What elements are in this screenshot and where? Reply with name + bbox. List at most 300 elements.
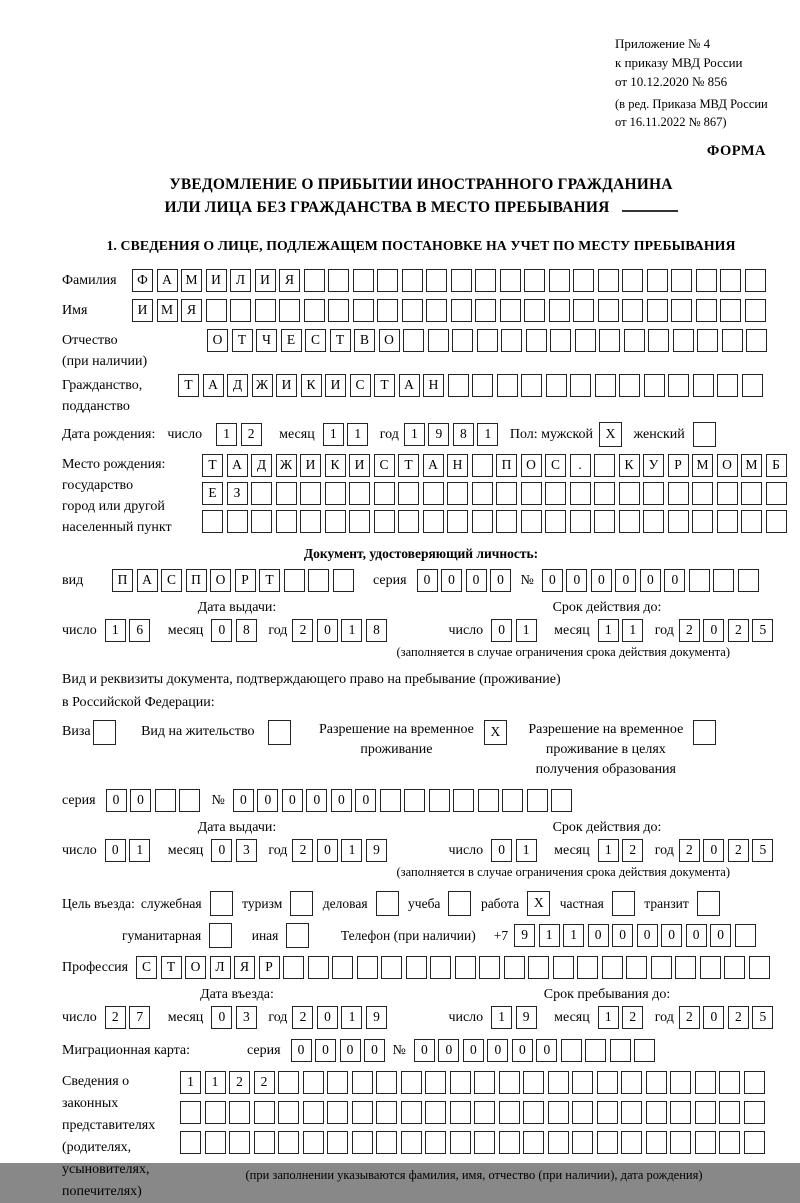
char-cell[interactable] bbox=[634, 1039, 655, 1062]
char-cell[interactable] bbox=[402, 299, 423, 322]
char-cell[interactable] bbox=[376, 1071, 397, 1094]
char-cell[interactable]: 0 bbox=[317, 839, 338, 862]
char-cell[interactable] bbox=[426, 299, 447, 322]
permit-issue-day-cells[interactable] bbox=[105, 839, 154, 862]
char-cell[interactable]: 0 bbox=[686, 924, 707, 947]
char-cell[interactable] bbox=[692, 510, 713, 533]
checkbox-cell[interactable] bbox=[697, 891, 720, 916]
char-cell[interactable] bbox=[742, 374, 763, 397]
char-cell[interactable]: 0 bbox=[331, 789, 352, 812]
char-cell[interactable] bbox=[621, 1071, 642, 1094]
stay-year-cells[interactable] bbox=[679, 1006, 777, 1029]
char-cell[interactable]: 5 bbox=[752, 839, 773, 862]
permit-valid-day-cells[interactable] bbox=[491, 839, 540, 862]
char-cell[interactable]: О bbox=[210, 569, 231, 592]
char-cell[interactable]: 2 bbox=[292, 839, 313, 862]
doc-issue-year-cells[interactable] bbox=[292, 619, 390, 642]
char-cell[interactable] bbox=[744, 1101, 765, 1124]
doc-issue-month-cells[interactable] bbox=[211, 619, 260, 642]
char-cell[interactable]: С bbox=[136, 956, 157, 979]
char-cell[interactable] bbox=[206, 299, 227, 322]
char-cell[interactable] bbox=[570, 374, 591, 397]
phone-cells[interactable] bbox=[514, 924, 759, 947]
char-cell[interactable] bbox=[643, 510, 664, 533]
char-cell[interactable]: З bbox=[227, 482, 248, 505]
checkbox-cell[interactable] bbox=[93, 720, 116, 745]
visa-checkbox[interactable] bbox=[93, 720, 120, 745]
char-cell[interactable]: И bbox=[325, 374, 346, 397]
char-cell[interactable]: 1 bbox=[598, 839, 619, 862]
char-cell[interactable]: 1 bbox=[216, 423, 237, 446]
char-cell[interactable]: С bbox=[350, 374, 371, 397]
doc-valid-day-cells[interactable] bbox=[491, 619, 540, 642]
char-cell[interactable]: 0 bbox=[282, 789, 303, 812]
char-cell[interactable] bbox=[251, 510, 272, 533]
char-cell[interactable]: О bbox=[717, 454, 738, 477]
char-cell[interactable] bbox=[524, 299, 545, 322]
char-cell[interactable]: 1 bbox=[323, 423, 344, 446]
char-cell[interactable]: Е bbox=[202, 482, 223, 505]
doc-valid-year-cells[interactable] bbox=[679, 619, 777, 642]
char-cell[interactable] bbox=[619, 482, 640, 505]
char-cell[interactable] bbox=[528, 956, 549, 979]
char-cell[interactable] bbox=[549, 299, 570, 322]
char-cell[interactable] bbox=[523, 1071, 544, 1094]
char-cell[interactable] bbox=[643, 482, 664, 505]
char-cell[interactable] bbox=[276, 510, 297, 533]
char-cell[interactable]: Т bbox=[374, 374, 395, 397]
char-cell[interactable] bbox=[749, 956, 770, 979]
checkbox-cell[interactable] bbox=[612, 891, 635, 916]
temp-residence-checkbox[interactable] bbox=[484, 720, 511, 745]
char-cell[interactable]: 0 bbox=[417, 569, 438, 592]
char-cell[interactable] bbox=[521, 374, 542, 397]
legal-reps-row2-cells[interactable] bbox=[180, 1101, 768, 1124]
char-cell[interactable] bbox=[423, 482, 444, 505]
char-cell[interactable] bbox=[499, 1071, 520, 1094]
char-cell[interactable] bbox=[477, 329, 498, 352]
char-cell[interactable] bbox=[741, 482, 762, 505]
char-cell[interactable]: П bbox=[186, 569, 207, 592]
char-cell[interactable]: Б bbox=[766, 454, 787, 477]
char-cell[interactable] bbox=[202, 510, 223, 533]
char-cell[interactable] bbox=[545, 510, 566, 533]
char-cell[interactable] bbox=[453, 789, 474, 812]
birth-month-cells[interactable] bbox=[323, 423, 372, 446]
char-cell[interactable]: Я bbox=[234, 956, 255, 979]
char-cell[interactable] bbox=[717, 510, 738, 533]
char-cell[interactable] bbox=[283, 956, 304, 979]
char-cell[interactable] bbox=[352, 1071, 373, 1094]
char-cell[interactable] bbox=[278, 1131, 299, 1154]
char-cell[interactable]: 0 bbox=[710, 924, 731, 947]
char-cell[interactable] bbox=[500, 299, 521, 322]
char-cell[interactable]: Т bbox=[330, 329, 351, 352]
char-cell[interactable]: И bbox=[300, 454, 321, 477]
char-cell[interactable] bbox=[735, 924, 756, 947]
char-cell[interactable] bbox=[548, 1101, 569, 1124]
char-cell[interactable] bbox=[398, 482, 419, 505]
entry-day-cells[interactable] bbox=[105, 1006, 154, 1029]
char-cell[interactable] bbox=[548, 1131, 569, 1154]
char-cell[interactable]: Р bbox=[668, 454, 689, 477]
char-cell[interactable]: Ч bbox=[256, 329, 277, 352]
char-cell[interactable] bbox=[550, 329, 571, 352]
char-cell[interactable] bbox=[425, 1101, 446, 1124]
char-cell[interactable]: Т bbox=[178, 374, 199, 397]
char-cell[interactable]: 0 bbox=[340, 1039, 361, 1062]
char-cell[interactable] bbox=[450, 1131, 471, 1154]
char-cell[interactable]: 1 bbox=[598, 1006, 619, 1029]
char-cell[interactable]: 0 bbox=[211, 839, 232, 862]
char-cell[interactable] bbox=[670, 1101, 691, 1124]
char-cell[interactable] bbox=[621, 1101, 642, 1124]
char-cell[interactable]: А bbox=[399, 374, 420, 397]
checkbox-cell[interactable] bbox=[290, 891, 313, 916]
char-cell[interactable]: 0 bbox=[637, 924, 658, 947]
char-cell[interactable] bbox=[349, 482, 370, 505]
char-cell[interactable] bbox=[719, 1131, 740, 1154]
char-cell[interactable]: 8 bbox=[366, 619, 387, 642]
char-cell[interactable]: М bbox=[157, 299, 178, 322]
char-cell[interactable] bbox=[426, 269, 447, 292]
char-cell[interactable]: 0 bbox=[542, 569, 563, 592]
char-cell[interactable] bbox=[377, 269, 398, 292]
surname-cells[interactable] bbox=[132, 269, 769, 292]
char-cell[interactable]: 0 bbox=[466, 569, 487, 592]
char-cell[interactable] bbox=[450, 1101, 471, 1124]
char-cell[interactable]: 0 bbox=[106, 789, 127, 812]
char-cell[interactable] bbox=[327, 1131, 348, 1154]
char-cell[interactable]: 1 bbox=[347, 423, 368, 446]
mig-series-cells[interactable] bbox=[291, 1039, 389, 1062]
char-cell[interactable] bbox=[598, 299, 619, 322]
char-cell[interactable]: 0 bbox=[315, 1039, 336, 1062]
char-cell[interactable]: С bbox=[305, 329, 326, 352]
char-cell[interactable] bbox=[333, 569, 354, 592]
char-cell[interactable] bbox=[327, 1071, 348, 1094]
char-cell[interactable] bbox=[155, 789, 176, 812]
entry-year-cells[interactable] bbox=[292, 1006, 390, 1029]
char-cell[interactable]: 0 bbox=[491, 619, 512, 642]
stay-day-cells[interactable] bbox=[491, 1006, 540, 1029]
residence-permit-checkbox[interactable] bbox=[268, 720, 295, 745]
char-cell[interactable]: 0 bbox=[233, 789, 254, 812]
char-cell[interactable] bbox=[472, 510, 493, 533]
char-cell[interactable]: О bbox=[185, 956, 206, 979]
char-cell[interactable] bbox=[697, 329, 718, 352]
char-cell[interactable]: 0 bbox=[355, 789, 376, 812]
char-cell[interactable] bbox=[278, 1101, 299, 1124]
birth-place-row1-cells[interactable] bbox=[202, 454, 790, 477]
char-cell[interactable] bbox=[651, 956, 672, 979]
checkbox-cell[interactable] bbox=[376, 891, 399, 916]
char-cell[interactable] bbox=[646, 1071, 667, 1094]
char-cell[interactable] bbox=[425, 1131, 446, 1154]
permit-issue-year-cells[interactable] bbox=[292, 839, 390, 862]
permit-series-cells[interactable] bbox=[106, 789, 204, 812]
char-cell[interactable] bbox=[455, 956, 476, 979]
char-cell[interactable]: 0 bbox=[317, 619, 338, 642]
char-cell[interactable]: Н bbox=[423, 374, 444, 397]
char-cell[interactable]: С bbox=[161, 569, 182, 592]
char-cell[interactable] bbox=[303, 1101, 324, 1124]
char-cell[interactable]: 8 bbox=[453, 423, 474, 446]
char-cell[interactable] bbox=[180, 1131, 201, 1154]
char-cell[interactable] bbox=[404, 789, 425, 812]
purpose-other-checkbox[interactable] bbox=[286, 923, 313, 948]
char-cell[interactable]: 2 bbox=[679, 619, 700, 642]
char-cell[interactable] bbox=[303, 1131, 324, 1154]
char-cell[interactable]: 1 bbox=[105, 619, 126, 642]
char-cell[interactable] bbox=[524, 269, 545, 292]
char-cell[interactable] bbox=[451, 269, 472, 292]
char-cell[interactable] bbox=[521, 510, 542, 533]
char-cell[interactable]: 9 bbox=[366, 839, 387, 862]
stay-month-cells[interactable] bbox=[598, 1006, 647, 1029]
char-cell[interactable]: 1 bbox=[205, 1071, 226, 1094]
char-cell[interactable]: 1 bbox=[341, 619, 362, 642]
char-cell[interactable] bbox=[429, 789, 450, 812]
char-cell[interactable]: 1 bbox=[516, 839, 537, 862]
char-cell[interactable] bbox=[572, 1131, 593, 1154]
char-cell[interactable] bbox=[599, 329, 620, 352]
char-cell[interactable] bbox=[254, 1101, 275, 1124]
char-cell[interactable] bbox=[255, 299, 276, 322]
char-cell[interactable] bbox=[180, 1101, 201, 1124]
char-cell[interactable] bbox=[380, 789, 401, 812]
char-cell[interactable]: 0 bbox=[438, 1039, 459, 1062]
char-cell[interactable]: 0 bbox=[536, 1039, 557, 1062]
char-cell[interactable]: 0 bbox=[640, 569, 661, 592]
char-cell[interactable]: 2 bbox=[728, 619, 749, 642]
char-cell[interactable] bbox=[448, 374, 469, 397]
citizenship-cells[interactable] bbox=[178, 374, 766, 397]
char-cell[interactable]: М bbox=[741, 454, 762, 477]
char-cell[interactable] bbox=[308, 569, 329, 592]
char-cell[interactable]: Р bbox=[235, 569, 256, 592]
purpose-work-checkbox[interactable] bbox=[527, 891, 554, 916]
char-cell[interactable] bbox=[696, 299, 717, 322]
birth-day-cells[interactable] bbox=[216, 423, 265, 446]
char-cell[interactable]: 2 bbox=[292, 1006, 313, 1029]
char-cell[interactable] bbox=[745, 269, 766, 292]
char-cell[interactable] bbox=[402, 269, 423, 292]
char-cell[interactable] bbox=[573, 299, 594, 322]
char-cell[interactable]: 0 bbox=[441, 569, 462, 592]
char-cell[interactable] bbox=[553, 956, 574, 979]
char-cell[interactable] bbox=[353, 299, 374, 322]
checkbox-cell[interactable] bbox=[286, 923, 309, 948]
char-cell[interactable]: 0 bbox=[487, 1039, 508, 1062]
char-cell[interactable] bbox=[398, 510, 419, 533]
char-cell[interactable]: 2 bbox=[728, 1006, 749, 1029]
birth-place-row3-cells[interactable] bbox=[202, 510, 790, 533]
char-cell[interactable] bbox=[452, 329, 473, 352]
char-cell[interactable] bbox=[349, 510, 370, 533]
char-cell[interactable] bbox=[744, 1071, 765, 1094]
char-cell[interactable] bbox=[695, 1071, 716, 1094]
char-cell[interactable] bbox=[622, 299, 643, 322]
char-cell[interactable]: 3 bbox=[236, 1006, 257, 1029]
char-cell[interactable] bbox=[621, 1131, 642, 1154]
doc-series-cells[interactable] bbox=[417, 569, 515, 592]
checkbox-cell[interactable] bbox=[693, 422, 716, 447]
char-cell[interactable]: 2 bbox=[105, 1006, 126, 1029]
char-cell[interactable] bbox=[746, 329, 767, 352]
temp-residence-edu-checkbox[interactable] bbox=[693, 720, 720, 745]
char-cell[interactable] bbox=[724, 956, 745, 979]
char-cell[interactable] bbox=[352, 1101, 373, 1124]
char-cell[interactable]: Т bbox=[202, 454, 223, 477]
char-cell[interactable] bbox=[504, 956, 525, 979]
char-cell[interactable] bbox=[696, 269, 717, 292]
char-cell[interactable] bbox=[278, 1071, 299, 1094]
char-cell[interactable]: Я bbox=[279, 269, 300, 292]
char-cell[interactable] bbox=[447, 482, 468, 505]
char-cell[interactable]: Ф bbox=[132, 269, 153, 292]
char-cell[interactable] bbox=[738, 569, 759, 592]
char-cell[interactable]: П bbox=[112, 569, 133, 592]
permit-valid-month-cells[interactable] bbox=[598, 839, 647, 862]
char-cell[interactable] bbox=[644, 374, 665, 397]
char-cell[interactable] bbox=[577, 956, 598, 979]
char-cell[interactable]: А bbox=[137, 569, 158, 592]
char-cell[interactable]: И bbox=[255, 269, 276, 292]
char-cell[interactable]: 2 bbox=[292, 619, 313, 642]
sex-female-checkbox[interactable] bbox=[693, 422, 720, 447]
doc-number-cells[interactable] bbox=[542, 569, 763, 592]
char-cell[interactable]: 2 bbox=[254, 1071, 275, 1094]
char-cell[interactable] bbox=[357, 956, 378, 979]
char-cell[interactable] bbox=[430, 956, 451, 979]
char-cell[interactable] bbox=[598, 269, 619, 292]
char-cell[interactable]: Л bbox=[230, 269, 251, 292]
char-cell[interactable]: Т bbox=[232, 329, 253, 352]
legal-reps-row3-cells[interactable] bbox=[180, 1131, 768, 1154]
char-cell[interactable] bbox=[523, 1131, 544, 1154]
char-cell[interactable] bbox=[545, 482, 566, 505]
char-cell[interactable]: И bbox=[206, 269, 227, 292]
char-cell[interactable] bbox=[474, 1071, 495, 1094]
purpose-private-checkbox[interactable] bbox=[612, 891, 639, 916]
char-cell[interactable] bbox=[304, 269, 325, 292]
char-cell[interactable] bbox=[526, 329, 547, 352]
char-cell[interactable] bbox=[744, 1131, 765, 1154]
doc-valid-month-cells[interactable] bbox=[598, 619, 647, 642]
char-cell[interactable] bbox=[717, 482, 738, 505]
char-cell[interactable]: 0 bbox=[130, 789, 151, 812]
char-cell[interactable]: 3 bbox=[236, 839, 257, 862]
char-cell[interactable] bbox=[670, 1131, 691, 1154]
char-cell[interactable]: 2 bbox=[229, 1071, 250, 1094]
checkbox-cell[interactable]: X bbox=[484, 720, 507, 745]
permit-issue-month-cells[interactable] bbox=[211, 839, 260, 862]
char-cell[interactable]: 0 bbox=[463, 1039, 484, 1062]
char-cell[interactable] bbox=[501, 329, 522, 352]
char-cell[interactable] bbox=[575, 329, 596, 352]
char-cell[interactable] bbox=[376, 1101, 397, 1124]
checkbox-cell[interactable] bbox=[209, 923, 232, 948]
char-cell[interactable] bbox=[325, 510, 346, 533]
char-cell[interactable]: 0 bbox=[257, 789, 278, 812]
purpose-business-checkbox[interactable] bbox=[376, 891, 403, 916]
char-cell[interactable]: А bbox=[423, 454, 444, 477]
char-cell[interactable] bbox=[304, 299, 325, 322]
char-cell[interactable] bbox=[585, 1039, 606, 1062]
char-cell[interactable]: 0 bbox=[566, 569, 587, 592]
profession-cells[interactable] bbox=[136, 956, 773, 979]
char-cell[interactable]: 0 bbox=[703, 1006, 724, 1029]
char-cell[interactable] bbox=[328, 269, 349, 292]
char-cell[interactable]: 7 bbox=[129, 1006, 150, 1029]
char-cell[interactable]: 0 bbox=[291, 1039, 312, 1062]
char-cell[interactable] bbox=[626, 956, 647, 979]
char-cell[interactable] bbox=[719, 1101, 740, 1124]
char-cell[interactable]: 1 bbox=[598, 619, 619, 642]
char-cell[interactable]: Т bbox=[259, 569, 280, 592]
char-cell[interactable]: 0 bbox=[491, 839, 512, 862]
legal-reps-row1-cells[interactable] bbox=[180, 1071, 768, 1094]
char-cell[interactable]: И bbox=[349, 454, 370, 477]
char-cell[interactable]: Е bbox=[281, 329, 302, 352]
char-cell[interactable]: 9 bbox=[428, 423, 449, 446]
char-cell[interactable] bbox=[594, 482, 615, 505]
char-cell[interactable]: О bbox=[379, 329, 400, 352]
char-cell[interactable] bbox=[303, 1071, 324, 1094]
char-cell[interactable] bbox=[479, 956, 500, 979]
sex-male-checkbox[interactable] bbox=[599, 422, 626, 447]
char-cell[interactable] bbox=[624, 329, 645, 352]
char-cell[interactable] bbox=[647, 299, 668, 322]
char-cell[interactable] bbox=[425, 1071, 446, 1094]
char-cell[interactable] bbox=[374, 510, 395, 533]
char-cell[interactable]: 0 bbox=[664, 569, 685, 592]
char-cell[interactable] bbox=[572, 1071, 593, 1094]
char-cell[interactable]: 5 bbox=[752, 619, 773, 642]
char-cell[interactable]: 1 bbox=[477, 423, 498, 446]
char-cell[interactable]: К bbox=[325, 454, 346, 477]
char-cell[interactable] bbox=[308, 956, 329, 979]
char-cell[interactable]: 0 bbox=[612, 924, 633, 947]
purpose-official-checkbox[interactable] bbox=[210, 891, 237, 916]
char-cell[interactable]: М bbox=[692, 454, 713, 477]
char-cell[interactable]: О bbox=[521, 454, 542, 477]
patronymic-cells[interactable] bbox=[207, 329, 771, 352]
char-cell[interactable]: 2 bbox=[679, 839, 700, 862]
char-cell[interactable] bbox=[597, 1101, 618, 1124]
char-cell[interactable] bbox=[406, 956, 427, 979]
char-cell[interactable]: И bbox=[276, 374, 297, 397]
char-cell[interactable]: А bbox=[157, 269, 178, 292]
char-cell[interactable]: 5 bbox=[752, 1006, 773, 1029]
char-cell[interactable] bbox=[403, 329, 424, 352]
char-cell[interactable] bbox=[447, 510, 468, 533]
char-cell[interactable] bbox=[695, 1101, 716, 1124]
char-cell[interactable]: 0 bbox=[211, 619, 232, 642]
char-cell[interactable] bbox=[573, 269, 594, 292]
char-cell[interactable]: О bbox=[207, 329, 228, 352]
char-cell[interactable]: 0 bbox=[490, 569, 511, 592]
char-cell[interactable]: Ж bbox=[252, 374, 273, 397]
char-cell[interactable] bbox=[594, 454, 615, 477]
char-cell[interactable] bbox=[549, 269, 570, 292]
char-cell[interactable] bbox=[594, 510, 615, 533]
char-cell[interactable]: А bbox=[227, 454, 248, 477]
char-cell[interactable]: П bbox=[496, 454, 517, 477]
char-cell[interactable] bbox=[499, 1101, 520, 1124]
entry-month-cells[interactable] bbox=[211, 1006, 260, 1029]
